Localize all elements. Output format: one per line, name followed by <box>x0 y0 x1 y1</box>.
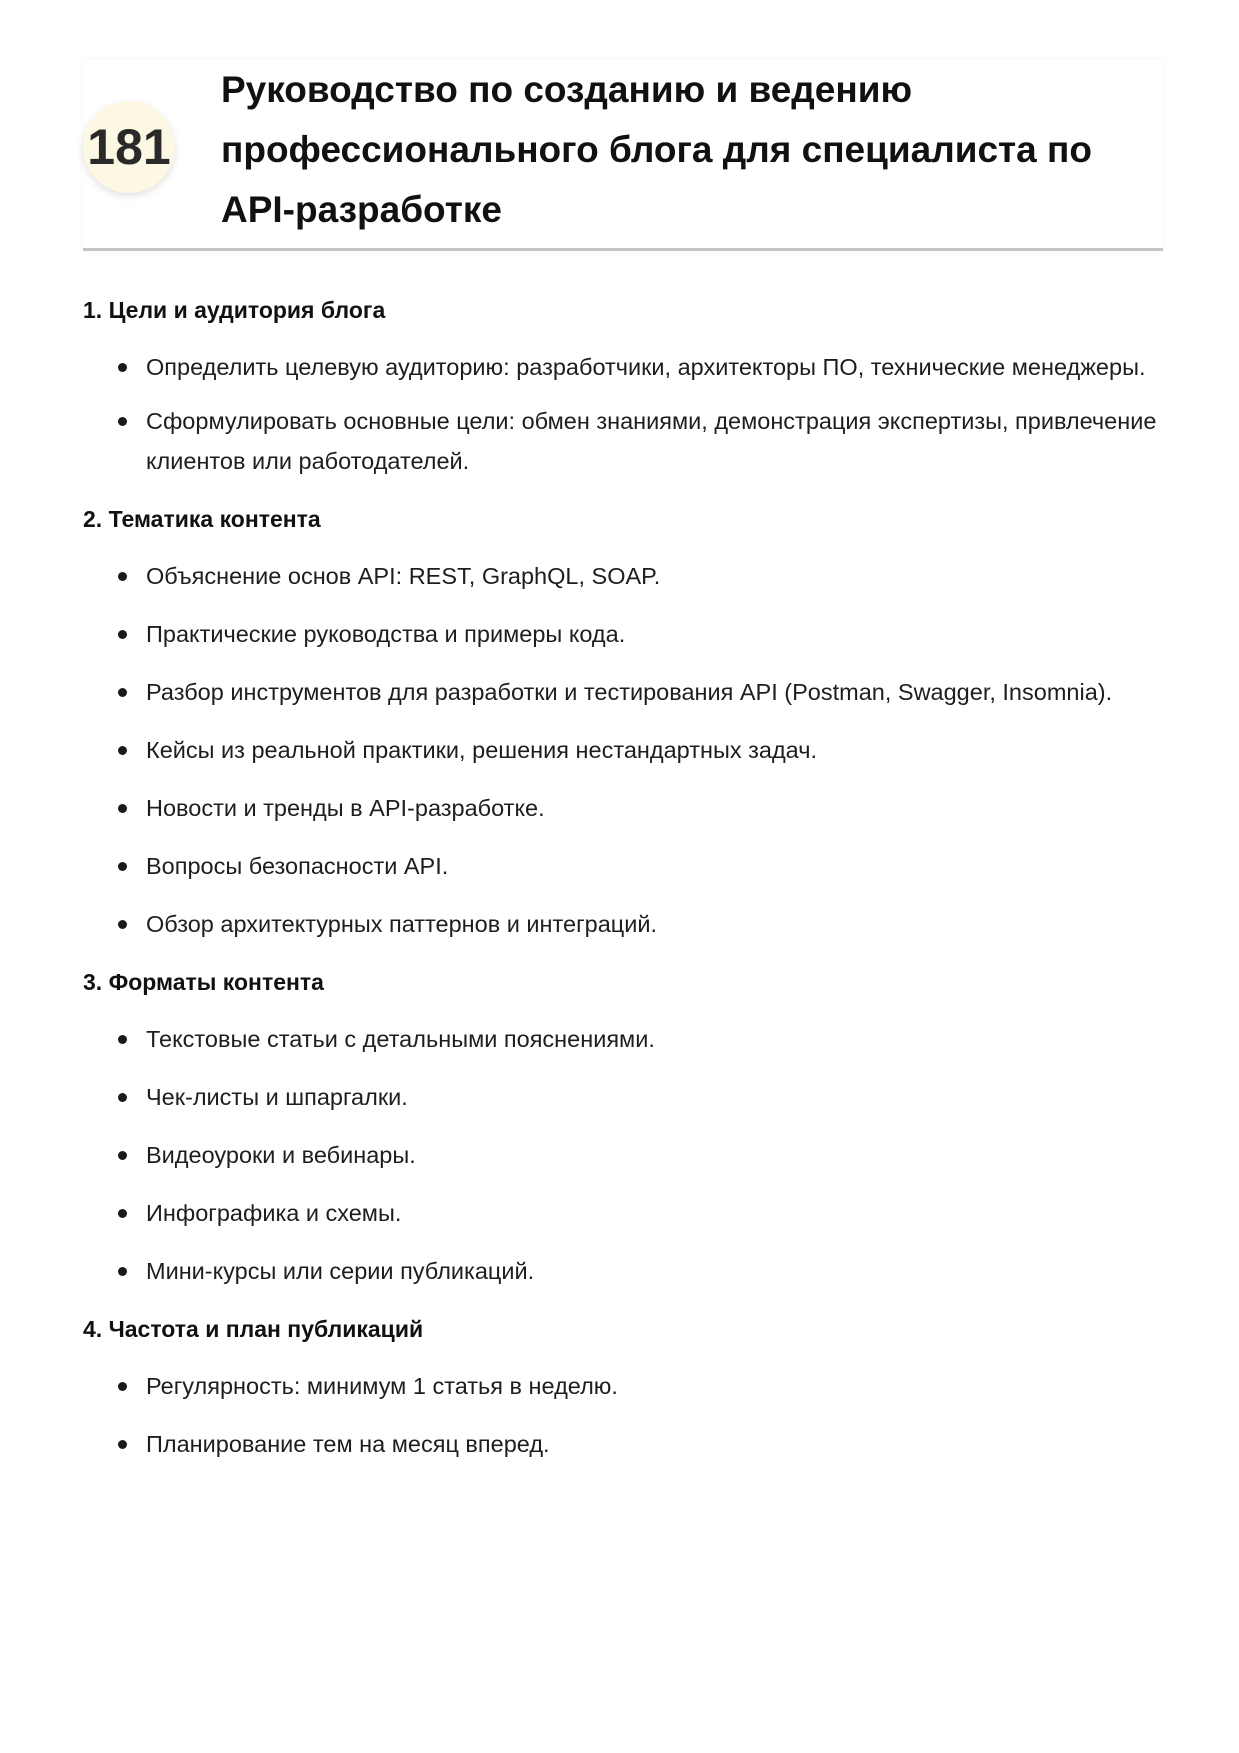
list-item: Мини-курсы или серии публикаций. <box>83 1251 1173 1291</box>
bullet-list <box>83 1366 1173 1464</box>
bullet-icon <box>118 630 127 639</box>
list-item: Обзор архитектурных паттернов и интеграций. <box>83 904 1173 944</box>
bullet-icon <box>118 1267 127 1276</box>
section-title: 1. Цели и аудитория блога <box>83 297 386 323</box>
section-title: 2. Тематика контента <box>83 506 321 532</box>
bullet-icon <box>118 688 127 697</box>
list-item: Новости и тренды в API-разработке. <box>83 788 1173 828</box>
document-body <box>83 290 1173 1464</box>
list-item: Сформулировать основные цели: обмен знаниями, демонстрация экспертизы, привлечение клиентов или работодателей. <box>83 401 1173 481</box>
bullet-icon <box>118 804 127 813</box>
page-number-badge: 181 <box>83 101 175 193</box>
bullet-icon <box>118 746 127 755</box>
section <box>83 499 1173 944</box>
list-item: Вопросы безопасности API. <box>83 846 1173 886</box>
list-item: Объяснение основ API: REST, GraphQL, SOAP. <box>83 556 1173 596</box>
list-item: Планирование тем на месяц вперед. <box>83 1424 1173 1464</box>
bullet-list <box>83 347 1173 481</box>
bullet-icon <box>118 1151 127 1160</box>
bullet-icon <box>118 1093 127 1102</box>
bullet-icon <box>118 417 127 426</box>
bullet-icon <box>118 572 127 581</box>
bullet-icon <box>118 1440 127 1449</box>
bullet-list <box>83 1019 1173 1291</box>
list-item: Текстовые статьи с детальными пояснениями. <box>83 1019 1173 1059</box>
bullet-icon <box>118 862 127 871</box>
bullet-icon <box>118 1209 127 1218</box>
page-title: Руководство по созданию и ведению профессионального блога для специалиста по API-разработке <box>221 69 1092 230</box>
list-item: Практические руководства и примеры кода. <box>83 614 1173 654</box>
list-item: Регулярность: минимум 1 статья в неделю. <box>83 1366 1173 1406</box>
section <box>83 290 1173 481</box>
bullet-list <box>83 556 1173 944</box>
list-item: Чек-листы и шпаргалки. <box>83 1077 1173 1117</box>
list-item: Определить целевую аудиторию: разработчики, архитекторы ПО, технические менеджеры. <box>83 347 1173 387</box>
bullet-icon <box>118 920 127 929</box>
section-title: 3. Форматы контента <box>83 969 324 995</box>
section <box>83 1309 1173 1464</box>
list-item: Видеоуроки и вебинары. <box>83 1135 1173 1175</box>
document-page <box>83 60 1163 1457</box>
list-item: Инфографика и схемы. <box>83 1193 1173 1233</box>
bullet-icon <box>118 1382 127 1391</box>
section <box>83 962 1173 1291</box>
section-title: 4. Частота и план публикаций <box>83 1316 424 1342</box>
list-item: Кейсы из реальной практики, решения нестандартных задач. <box>83 730 1173 770</box>
document-header <box>83 60 1163 251</box>
bullet-icon <box>118 363 127 372</box>
bullet-icon <box>118 1035 127 1044</box>
list-item: Разбор инструментов для разработки и тестирования API (Postman, Swagger, Insomnia). <box>83 672 1173 712</box>
